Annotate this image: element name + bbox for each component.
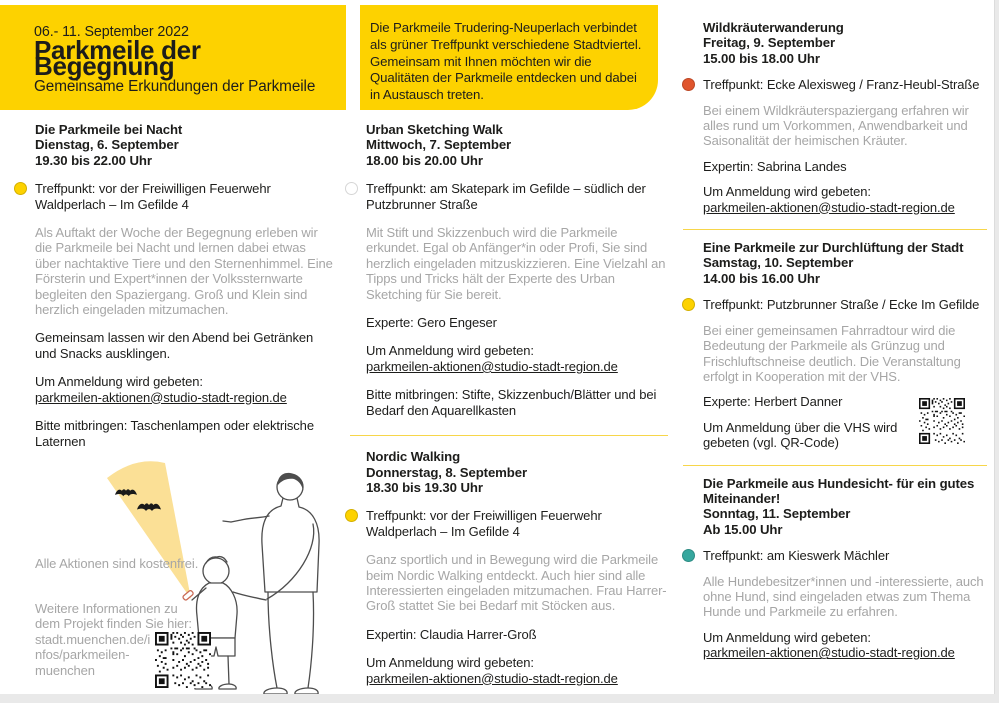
section-divider bbox=[683, 465, 987, 466]
event-title: Wildkräuterwanderung bbox=[703, 20, 844, 35]
signup-block bbox=[35, 374, 333, 405]
event-nordic-header bbox=[366, 449, 668, 495]
event-title: Die Parkmeile bei Nacht bbox=[35, 122, 183, 137]
event-description: Mit Stift und Skizzenbuch wird die Parkmeile erkundet. Egal ob Anfänger*in oder Profi, Sie sind herzlich eingeladen mitzuskizzieren. Eine Vielzahl an Tipps und Tricks hält der Experte des Urban Sketching für Sie bereit. bbox=[366, 225, 666, 302]
meeting-point bbox=[703, 77, 987, 92]
event-sketching-header bbox=[366, 122, 668, 168]
meeting-point-text: Treffpunkt: Putzbrunner Straße / Ecke Im Gefilde bbox=[703, 297, 980, 313]
event-title: Urban Sketching Walk bbox=[366, 122, 503, 137]
bring-note: Bitte mitbringen: Stifte, Skizzenbuch/Blätter und bei Bedarf den Aquarellkasten bbox=[366, 387, 657, 418]
signup-email-link[interactable]: parkmeilen-aktionen@studio-stadt-region.de bbox=[366, 358, 618, 374]
vhs-signup-block bbox=[703, 420, 987, 451]
signup-email-link[interactable]: parkmeilen-aktionen@studio-stadt-region.de bbox=[703, 199, 955, 215]
vhs-qr-code bbox=[919, 398, 965, 444]
event-title: Nordic Walking bbox=[366, 449, 461, 465]
project-url[interactable]: stadt.muenchen.de/infos/parkmeilen-muenchen bbox=[35, 631, 151, 678]
event-description: Alle Hundebesitzer*innen und -interessierte, auch ohne Hund, sind eingeladen etwas zum Thema Hunde und Parkmeile zu erfahren. bbox=[703, 573, 984, 620]
expert-line: Expertin: Sabrina Landes bbox=[703, 158, 847, 174]
signup-email-link[interactable]: parkmeilen-aktionen@studio-stadt-region.de bbox=[35, 389, 287, 405]
column-night-walk bbox=[35, 122, 333, 449]
signup-label: Um Anmeldung wird gebeten: bbox=[35, 374, 203, 390]
event-time: 14.00 bis 16.00 Uhr bbox=[703, 270, 820, 286]
meeting-point bbox=[703, 548, 987, 563]
signup-label: Um Anmeldung wird gebeten: bbox=[703, 184, 871, 200]
event-description: Bei einem Wildkräuterspaziergang erfahren wir alles rund um Vorkommen, Anwendbarkeit und Saisonalität der heimischen Kräuter. bbox=[703, 102, 969, 149]
meeting-point-text: Treffpunkt: Ecke Alexisweg / Franz-Heubl-Straße bbox=[703, 77, 980, 93]
signup-block bbox=[366, 655, 668, 686]
signup-label: Um Anmeldung über die VHS wird gebeten (vgl. QR-Code) bbox=[703, 419, 898, 451]
event-time: 18.00 bis 20.00 Uhr bbox=[366, 152, 483, 168]
meeting-point-text: Treffpunkt: vor der Freiwilligen Feuerwehr Waldperlach – Im Gefilde 4 bbox=[35, 181, 271, 212]
signup-block bbox=[703, 184, 987, 215]
event-day: Samstag, 10. September bbox=[703, 255, 854, 271]
meeting-point-text: Treffpunkt: am Skatepark im Gefilde – südlich der Putzbrunner Straße bbox=[366, 181, 646, 212]
signup-block bbox=[703, 630, 987, 661]
intro-text: Die Parkmeile Trudering-Neuperlach verbindet als grüner Treffpunkt verschiedene Stadtviertel. Gemeinsam mit Ihnen möchten wir die Qualitäten der Parkmeile entdecken und dabei in Austausch treten. bbox=[370, 20, 642, 103]
meeting-point bbox=[366, 508, 668, 539]
event-herbs-header bbox=[703, 20, 987, 66]
signup-label: Um Anmeldung wird gebeten: bbox=[366, 655, 534, 671]
column-right bbox=[703, 20, 987, 661]
marker-dot-yellow bbox=[682, 298, 695, 311]
expert-line: Experte: Herbert Danner bbox=[703, 394, 843, 410]
event-day: Dienstag, 6. September bbox=[35, 137, 179, 153]
event-day: Freitag, 9. September bbox=[703, 35, 836, 51]
event-time: 18.30 bis 19.30 Uhr bbox=[366, 479, 483, 495]
flashlight-beam bbox=[107, 461, 191, 599]
event-time: Ab 15.00 Uhr bbox=[703, 521, 783, 537]
free-note: Alle Aktionen sind kostenfrei. bbox=[35, 556, 199, 571]
event-week-dates: 06.- 11. September 2022 bbox=[34, 24, 189, 40]
marker-dot-teal bbox=[682, 549, 695, 562]
meeting-point-text: Treffpunkt: am Kieswerk Mächler bbox=[703, 548, 890, 564]
signup-label: Um Anmeldung wird gebeten: bbox=[703, 629, 871, 645]
marker-dot-yellow bbox=[345, 509, 358, 522]
event-note: Gemeinsam lassen wir den Abend bei Getränken und Snacks ausklingen. bbox=[35, 330, 314, 361]
page-title: Parkmeile der Begegnung bbox=[34, 35, 201, 81]
event-time: 15.00 bis 18.00 Uhr bbox=[703, 50, 820, 66]
event-airing-header bbox=[703, 240, 987, 286]
meeting-point bbox=[35, 181, 333, 212]
intro-box bbox=[360, 5, 658, 110]
expert-line: Expertin: Claudia Harrer-Groß bbox=[366, 626, 537, 642]
event-night-header bbox=[35, 122, 333, 168]
event-dogs-header bbox=[703, 476, 987, 538]
marker-dot-yellow bbox=[14, 182, 27, 195]
event-description: Ganz sportlich und in Bewegung wird die Parkmeile beim Nordic Walking entdeckt. Auch hier sind alle Interessierten eingeladen mitzumachen. Frau Harrer-Groß stattet Sie bei Bedarf mit Stöcken aus. bbox=[366, 552, 667, 614]
expert-line: Experte: Gero Engeser bbox=[366, 315, 497, 331]
marker-dot-orange bbox=[682, 78, 695, 91]
meeting-point-text: Treffpunkt: vor der Freiwilligen Feuerwehr Waldperlach – Im Gefilde 4 bbox=[366, 508, 602, 539]
marker-dot-white bbox=[345, 182, 358, 195]
bring-note: Bitte mitbringen: Taschenlampen oder elektrische Laternen bbox=[35, 418, 314, 449]
signup-email-link[interactable]: parkmeilen-aktionen@studio-stadt-region.de bbox=[703, 645, 955, 661]
event-day: Sonntag, 11. September bbox=[703, 506, 851, 522]
signup-email-link[interactable]: parkmeilen-aktionen@studio-stadt-region.de bbox=[366, 670, 618, 686]
signup-label: Um Anmeldung wird gebeten: bbox=[366, 343, 534, 359]
event-title: Eine Parkmeile zur Durchlüftung der Stadt bbox=[703, 240, 964, 256]
event-description: Bei einer gemeinsamen Fahrradtour wird die Bedeutung der Parkmeile als Grünzug und Frischluftschneise deutlich. Die Veranstaltung erfolgt in Kooperation mit der VHS. bbox=[703, 322, 961, 384]
event-day: Mittwoch, 7. September bbox=[366, 137, 512, 153]
header-box bbox=[0, 5, 346, 110]
event-description: Als Auftakt der Woche der Begegnung erleben wir die Parkmeile bei Nacht und lernen dabei etwas über nachtaktive Tiere und den Sternenhimmel. Eine Försterin und Expert*innen der Volkssternwarte begleiten den Spaziergang. Groß und Klein sind herzlich eingeladen mitzumachen. bbox=[35, 225, 333, 318]
meeting-point bbox=[703, 297, 987, 312]
page-subtitle: Gemeinsame Erkundungen der Parkmeile bbox=[34, 78, 316, 96]
event-day: Donnerstag, 8. September bbox=[366, 464, 528, 480]
event-time: 19.30 bis 22.00 Uhr bbox=[35, 152, 152, 168]
event-title: Die Parkmeile aus Hundesicht- für ein gutes Miteinander! bbox=[703, 475, 975, 506]
meeting-point bbox=[366, 181, 668, 212]
signup-block bbox=[366, 343, 668, 374]
section-divider bbox=[683, 229, 987, 230]
section-divider bbox=[350, 435, 668, 436]
column-middle bbox=[366, 122, 668, 686]
project-qr-code bbox=[155, 632, 211, 688]
more-info-text: Weitere Informationen zu dem Projekt finden Sie hier: bbox=[35, 601, 192, 632]
